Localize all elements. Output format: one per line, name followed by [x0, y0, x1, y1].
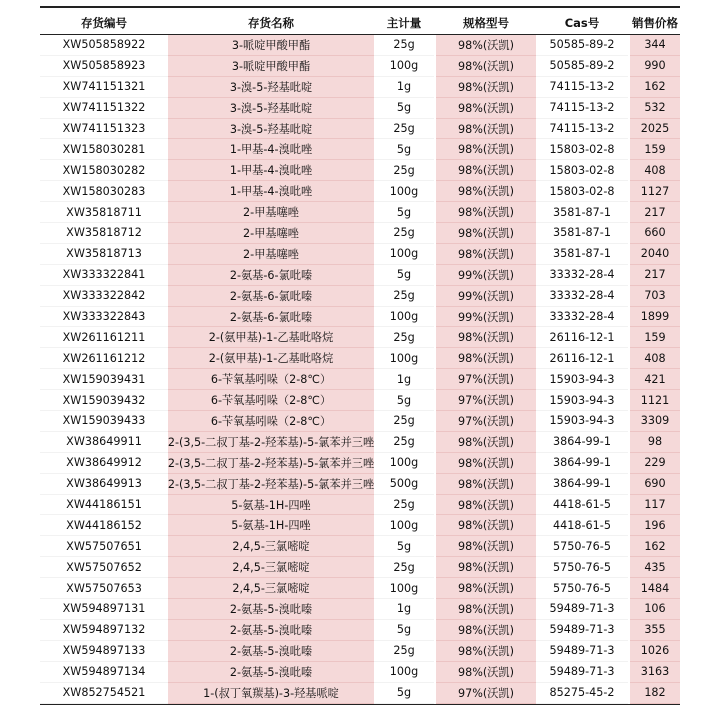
header-top-rule	[40, 6, 680, 8]
cell-item-code: XW261161211	[40, 327, 168, 348]
cell-unit: 5g	[374, 536, 434, 557]
cell-spec: 99%(沃凯)	[436, 265, 536, 286]
table-row	[40, 453, 680, 474]
cell-item-code: XW505858923	[40, 56, 168, 77]
cell-item-code: XW44186151	[40, 495, 168, 516]
cell-item-name: 2-氨基-6-氯吡嗪	[168, 286, 374, 307]
table-row	[40, 307, 680, 328]
cell-item-name: 2-甲基噻唑	[168, 244, 374, 265]
table-row	[40, 474, 680, 495]
header-item-code: 存货编号	[81, 16, 127, 30]
cell-item-code: XW852754521	[40, 683, 168, 704]
cell-item-code: XW333322841	[40, 265, 168, 286]
cell-item-name: 6-苄氧基吲哚（2-8℃）	[168, 411, 374, 432]
cell-unit: 1g	[374, 599, 434, 620]
cell-item-name: 3-哌啶甲酸甲酯	[168, 35, 374, 56]
table-row	[40, 98, 680, 119]
cell-price: 1899	[630, 307, 680, 328]
cell-price: 182	[630, 683, 680, 704]
cell-price: 703	[630, 286, 680, 307]
table-row	[40, 599, 680, 620]
cell-spec: 98%(沃凯)	[436, 56, 536, 77]
cell-unit: 5g	[374, 620, 434, 641]
cell-item-code: XW159039431	[40, 369, 168, 390]
cell-item-name: 2-氨基-5-溴吡嗪	[168, 662, 374, 683]
table-row	[40, 160, 680, 181]
cell-spec: 98%(沃凯)	[436, 620, 536, 641]
cell-spec: 98%(沃凯)	[436, 495, 536, 516]
cell-price: 106	[630, 599, 680, 620]
cell-item-code: XW158030281	[40, 139, 168, 160]
cell-cas: 15903-94-3	[536, 411, 628, 432]
cell-item-name: 3-溴-5-羟基吡啶	[168, 119, 374, 140]
cell-cas: 15903-94-3	[536, 369, 628, 390]
table-body	[40, 35, 680, 704]
cell-spec: 98%(沃凯)	[436, 119, 536, 140]
cell-unit: 5g	[374, 139, 434, 160]
cell-price: 408	[630, 160, 680, 181]
cell-cas: 15903-94-3	[536, 390, 628, 411]
cell-item-name: 2,4,5-三氯嘧啶	[168, 536, 374, 557]
cell-price: 690	[630, 474, 680, 495]
cell-item-code: XW38649911	[40, 432, 168, 453]
cell-price: 217	[630, 202, 680, 223]
cell-item-name: 2-(3,5-二叔丁基-2-羟苯基)-5-氯苯并三唑	[168, 432, 374, 453]
cell-spec: 97%(沃凯)	[436, 683, 536, 704]
cell-unit: 25g	[374, 641, 434, 662]
cell-unit: 5g	[374, 98, 434, 119]
cell-spec: 98%(沃凯)	[436, 662, 536, 683]
cell-cas: 3864-99-1	[536, 432, 628, 453]
cell-price: 117	[630, 495, 680, 516]
cell-spec: 98%(沃凯)	[436, 139, 536, 160]
cell-unit: 25g	[374, 119, 434, 140]
cell-unit: 1g	[374, 77, 434, 98]
table-row	[40, 202, 680, 223]
cell-cas: 74115-13-2	[536, 98, 628, 119]
cell-item-name: 5-氨基-1H-四唑	[168, 515, 374, 536]
cell-price: 660	[630, 223, 680, 244]
header-spec: 规格型号	[463, 16, 509, 30]
cell-price: 355	[630, 620, 680, 641]
cell-unit: 25g	[374, 160, 434, 181]
cell-unit: 500g	[374, 474, 434, 495]
cell-cas: 15803-02-8	[536, 181, 628, 202]
cell-cas: 59489-71-3	[536, 641, 628, 662]
cell-item-code: XW505858922	[40, 35, 168, 56]
header-cas: Cas号	[564, 16, 600, 30]
cell-item-code: XW333322843	[40, 307, 168, 328]
cell-price: 159	[630, 139, 680, 160]
cell-unit: 100g	[374, 56, 434, 77]
cell-cas: 3864-99-1	[536, 474, 628, 495]
cell-spec: 98%(沃凯)	[436, 515, 536, 536]
cell-spec: 98%(沃凯)	[436, 202, 536, 223]
cell-spec: 98%(沃凯)	[436, 348, 536, 369]
cell-item-name: 2-氨基-6-氯吡嗪	[168, 265, 374, 286]
cell-unit: 25g	[374, 495, 434, 516]
cell-unit: 25g	[374, 327, 434, 348]
cell-item-name: 2-氨基-5-溴吡嗪	[168, 641, 374, 662]
table-row	[40, 662, 680, 683]
cell-item-code: XW594897134	[40, 662, 168, 683]
cell-item-name: 2-甲基噻唑	[168, 202, 374, 223]
cell-cas: 5750-76-5	[536, 557, 628, 578]
cell-price: 3163	[630, 662, 680, 683]
cell-unit: 100g	[374, 181, 434, 202]
cell-price: 162	[630, 77, 680, 98]
cell-item-code: XW35818713	[40, 244, 168, 265]
cell-item-name: 2-氨基-5-溴吡嗪	[168, 599, 374, 620]
cell-spec: 98%(沃凯)	[436, 599, 536, 620]
cell-spec: 98%(沃凯)	[436, 474, 536, 495]
cell-item-code: XW741151321	[40, 77, 168, 98]
table-row	[40, 327, 680, 348]
cell-spec: 99%(沃凯)	[436, 286, 536, 307]
cell-unit: 100g	[374, 578, 434, 599]
cell-spec: 98%(沃凯)	[436, 181, 536, 202]
cell-price: 421	[630, 369, 680, 390]
cell-item-name: 3-溴-5-羟基吡啶	[168, 98, 374, 119]
cell-item-code: XW158030282	[40, 160, 168, 181]
cell-price: 1484	[630, 578, 680, 599]
cell-item-name: 1-甲基-4-溴吡唑	[168, 160, 374, 181]
cell-price: 532	[630, 98, 680, 119]
header-price: 销售价格	[632, 16, 678, 30]
cell-price: 196	[630, 515, 680, 536]
cell-item-name: 3-哌啶甲酸甲酯	[168, 56, 374, 77]
table-row	[40, 181, 680, 202]
cell-spec: 98%(沃凯)	[436, 98, 536, 119]
cell-item-name: 1-甲基-4-溴吡唑	[168, 181, 374, 202]
table-row	[40, 223, 680, 244]
cell-unit: 25g	[374, 223, 434, 244]
table-row	[40, 557, 680, 578]
cell-cas: 33332-28-4	[536, 286, 628, 307]
cell-item-code: XW741151323	[40, 119, 168, 140]
cell-price: 98	[630, 432, 680, 453]
cell-item-code: XW57507651	[40, 536, 168, 557]
cell-spec: 98%(沃凯)	[436, 327, 536, 348]
cell-item-code: XW35818711	[40, 202, 168, 223]
cell-item-name: 2-(3,5-二叔丁基-2-羟苯基)-5-氯苯并三唑	[168, 474, 374, 495]
cell-item-name: 1-甲基-4-溴吡唑	[168, 139, 374, 160]
cell-spec: 97%(沃凯)	[436, 369, 536, 390]
table-row	[40, 683, 680, 704]
cell-item-name: 6-苄氧基吲哚（2-8℃）	[168, 369, 374, 390]
table-row	[40, 620, 680, 641]
cell-unit: 5g	[374, 202, 434, 223]
cell-price: 1026	[630, 641, 680, 662]
cell-cas: 59489-71-3	[536, 599, 628, 620]
cell-cas: 5750-76-5	[536, 536, 628, 557]
cell-unit: 5g	[374, 265, 434, 286]
cell-item-code: XW159039432	[40, 390, 168, 411]
cell-item-code: XW333322842	[40, 286, 168, 307]
cell-cas: 26116-12-1	[536, 348, 628, 369]
cell-price: 159	[630, 327, 680, 348]
cell-cas: 5750-76-5	[536, 578, 628, 599]
cell-spec: 98%(沃凯)	[436, 641, 536, 662]
cell-unit: 25g	[374, 432, 434, 453]
table-row	[40, 139, 680, 160]
cell-item-code: XW261161212	[40, 348, 168, 369]
cell-price: 3309	[630, 411, 680, 432]
cell-price: 2025	[630, 119, 680, 140]
cell-item-code: XW594897131	[40, 599, 168, 620]
table-row	[40, 348, 680, 369]
header-item-name: 存货名称	[248, 16, 294, 30]
cell-cas: 3581-87-1	[536, 244, 628, 265]
cell-cas: 33332-28-4	[536, 307, 628, 328]
cell-item-name: 1-(叔丁氧羰基)-3-羟基哌啶	[168, 683, 374, 704]
cell-unit: 100g	[374, 515, 434, 536]
cell-cas: 59489-71-3	[536, 662, 628, 683]
cell-cas: 59489-71-3	[536, 620, 628, 641]
cell-price: 217	[630, 265, 680, 286]
cell-item-name: 2-(3,5-二叔丁基-2-羟苯基)-5-氯苯并三唑	[168, 453, 374, 474]
cell-price: 408	[630, 348, 680, 369]
cell-unit: 25g	[374, 35, 434, 56]
table-row	[40, 390, 680, 411]
table-row	[40, 77, 680, 98]
price-table	[40, 12, 680, 705]
cell-price: 162	[630, 536, 680, 557]
cell-item-code: XW38649912	[40, 453, 168, 474]
cell-unit: 5g	[374, 390, 434, 411]
table-row	[40, 369, 680, 390]
table-row	[40, 578, 680, 599]
cell-item-code: XW38649913	[40, 474, 168, 495]
cell-cas: 85275-45-2	[536, 683, 628, 704]
table-header-row	[40, 12, 680, 35]
cell-spec: 97%(沃凯)	[436, 390, 536, 411]
cell-unit: 25g	[374, 411, 434, 432]
cell-item-code: XW594897133	[40, 641, 168, 662]
table-row	[40, 286, 680, 307]
cell-spec: 98%(沃凯)	[436, 578, 536, 599]
cell-cas: 74115-13-2	[536, 119, 628, 140]
cell-cas: 3864-99-1	[536, 453, 628, 474]
cell-cas: 15803-02-8	[536, 160, 628, 181]
cell-spec: 98%(沃凯)	[436, 35, 536, 56]
cell-spec: 98%(沃凯)	[436, 244, 536, 265]
cell-price: 344	[630, 35, 680, 56]
cell-item-code: XW57507653	[40, 578, 168, 599]
cell-cas: 33332-28-4	[536, 265, 628, 286]
cell-cas: 74115-13-2	[536, 77, 628, 98]
cell-item-name: 2-氨基-6-氯吡嗪	[168, 307, 374, 328]
cell-item-name: 3-溴-5-羟基吡啶	[168, 77, 374, 98]
cell-item-name: 2-(氨甲基)-1-乙基吡咯烷	[168, 348, 374, 369]
cell-spec: 98%(沃凯)	[436, 453, 536, 474]
cell-unit: 100g	[374, 453, 434, 474]
cell-spec: 98%(沃凯)	[436, 160, 536, 181]
table-row	[40, 119, 680, 140]
cell-item-name: 6-苄氧基吲哚（2-8℃）	[168, 390, 374, 411]
cell-spec: 98%(沃凯)	[436, 223, 536, 244]
cell-item-code: XW35818712	[40, 223, 168, 244]
cell-item-name: 2-(氨甲基)-1-乙基吡咯烷	[168, 327, 374, 348]
cell-item-name: 2,4,5-三氯嘧啶	[168, 578, 374, 599]
table-row	[40, 244, 680, 265]
cell-spec: 99%(沃凯)	[436, 307, 536, 328]
cell-cas: 3581-87-1	[536, 223, 628, 244]
cell-item-code: XW594897132	[40, 620, 168, 641]
cell-price: 990	[630, 56, 680, 77]
header-unit: 主计量	[386, 16, 422, 30]
cell-spec: 98%(沃凯)	[436, 557, 536, 578]
cell-unit: 1g	[374, 369, 434, 390]
cell-item-name: 5-氨基-1H-四唑	[168, 495, 374, 516]
cell-item-name: 2-氨基-5-溴吡嗪	[168, 620, 374, 641]
cell-item-code: XW57507652	[40, 557, 168, 578]
cell-item-name: 2-甲基噻唑	[168, 223, 374, 244]
cell-item-code: XW741151322	[40, 98, 168, 119]
cell-price: 435	[630, 557, 680, 578]
cell-price: 1121	[630, 390, 680, 411]
table-row	[40, 641, 680, 662]
table-row	[40, 432, 680, 453]
cell-price: 229	[630, 453, 680, 474]
cell-unit: 25g	[374, 557, 434, 578]
cell-cas: 50585-89-2	[536, 35, 628, 56]
cell-unit: 100g	[374, 348, 434, 369]
table-row	[40, 411, 680, 432]
cell-unit: 5g	[374, 683, 434, 704]
cell-price: 2040	[630, 244, 680, 265]
cell-spec: 98%(沃凯)	[436, 432, 536, 453]
cell-cas: 50585-89-2	[536, 56, 628, 77]
cell-item-code: XW158030283	[40, 181, 168, 202]
cell-item-code: XW159039433	[40, 411, 168, 432]
cell-price: 1127	[630, 181, 680, 202]
cell-unit: 100g	[374, 244, 434, 265]
cell-unit: 25g	[374, 286, 434, 307]
cell-cas: 3581-87-1	[536, 202, 628, 223]
table-row	[40, 265, 680, 286]
table-row	[40, 536, 680, 557]
cell-cas: 15803-02-8	[536, 139, 628, 160]
cell-cas: 4418-61-5	[536, 495, 628, 516]
table-row	[40, 495, 680, 516]
table-row	[40, 515, 680, 536]
cell-spec: 97%(沃凯)	[436, 411, 536, 432]
cell-cas: 4418-61-5	[536, 515, 628, 536]
cell-unit: 100g	[374, 307, 434, 328]
cell-item-code: XW44186152	[40, 515, 168, 536]
table-bottom-rule	[40, 704, 680, 705]
cell-item-name: 2,4,5-三氯嘧啶	[168, 557, 374, 578]
cell-spec: 98%(沃凯)	[436, 77, 536, 98]
table-row	[40, 56, 680, 77]
cell-unit: 100g	[374, 662, 434, 683]
table-row	[40, 35, 680, 56]
cell-spec: 98%(沃凯)	[436, 536, 536, 557]
cell-cas: 26116-12-1	[536, 327, 628, 348]
